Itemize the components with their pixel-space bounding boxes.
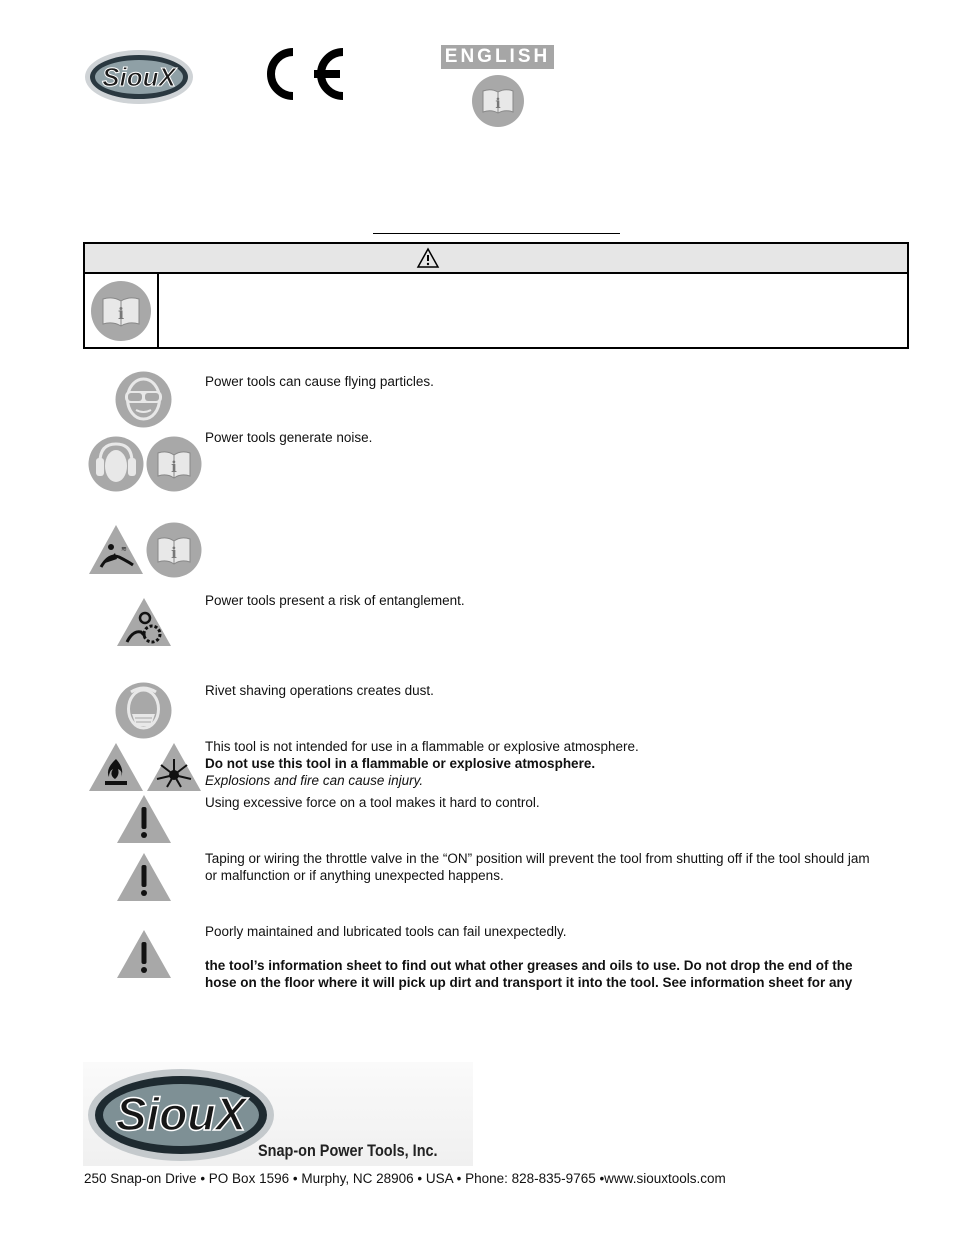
general-warning-icon [115, 851, 173, 903]
read-manual-icon [471, 74, 525, 128]
warning-box-header [85, 244, 907, 274]
hazard-text-maintenance-bold-2: hose on the floor where it will pick up dirt and transport it into the tool. See information sheet for any [205, 975, 853, 990]
flammable-hazard-icon [87, 741, 145, 793]
hazard-text-dust: Rivet shaving operations creates dust. [205, 683, 434, 698]
company-address: 250 Snap-on Drive • PO Box 1596 • Murphy, NC 28906 • USA • Phone: 828-835-9765 •www.siouxtools.com [84, 1171, 726, 1186]
svg-text:i: i [171, 544, 177, 562]
explosive-hazard-icon [145, 741, 203, 793]
hazard-text-maintenance: Poorly maintained and lubricated tools can fail unexpectedly. [205, 924, 567, 939]
hazard-text-atmosphere-consequence: Explosions and fire can cause injury. [205, 773, 424, 788]
hazard-text-atmosphere-warning: Do not use this tool in a flammable or explosive atmosphere. [205, 756, 596, 771]
svg-text:SiouX: SiouX [102, 62, 176, 92]
warning-triangle-icon [416, 247, 440, 269]
hazard-text-noise: Power tools generate noise. [205, 430, 373, 445]
svg-text:i: i [171, 458, 177, 476]
sioux-logo [86, 1066, 276, 1164]
warning-box-divider [157, 274, 159, 347]
hazard-text-excessive-force: Using excessive force on a tool makes it hard to control. [205, 795, 540, 810]
general-warning-icon [115, 928, 173, 980]
sioux-logo [83, 48, 195, 106]
ce-mark [258, 44, 348, 104]
hazard-text-throttle-line-2: or malfunction or if anything unexpected happens. [205, 868, 504, 883]
hazard-text-atmosphere: This tool is not intended for use in a flammable or explosive atmosphere. [205, 739, 639, 754]
read-manual-icon [146, 522, 202, 578]
language-label: ENGLISH [441, 45, 554, 69]
hazard-text-throttle-line-1: Taping or wiring the throttle valve in the “ON” position will prevent the tool from shutting off if the tool should jam [205, 851, 870, 866]
svg-text:≋: ≋ [121, 545, 127, 553]
dust-mask-icon [115, 682, 172, 739]
svg-text:i: i [495, 96, 501, 112]
hazard-text-maintenance-bold-1: the tool’s information sheet to find out what other greases and oils to use. Do not drop the end of the [205, 958, 853, 973]
air-hose-hazard-icon [87, 523, 145, 576]
svg-text:SiouX: SiouX [115, 1088, 247, 1140]
hearing-protection-icon [88, 436, 144, 492]
warning-box [83, 242, 909, 349]
entanglement-hazard-icon [115, 596, 173, 648]
read-manual-icon [146, 436, 202, 492]
hazard-text-flying-particles: Power tools can cause flying particles. [205, 374, 434, 389]
general-warning-icon [115, 793, 173, 845]
read-manual-icon [90, 280, 152, 342]
eye-protection-icon [115, 371, 172, 428]
hazard-text-entanglement: Power tools present a risk of entanglement. [205, 593, 465, 608]
title-underline [373, 233, 620, 234]
company-name: Snap-on Power Tools, Inc. [258, 1141, 438, 1160]
svg-text:i: i [117, 304, 125, 323]
